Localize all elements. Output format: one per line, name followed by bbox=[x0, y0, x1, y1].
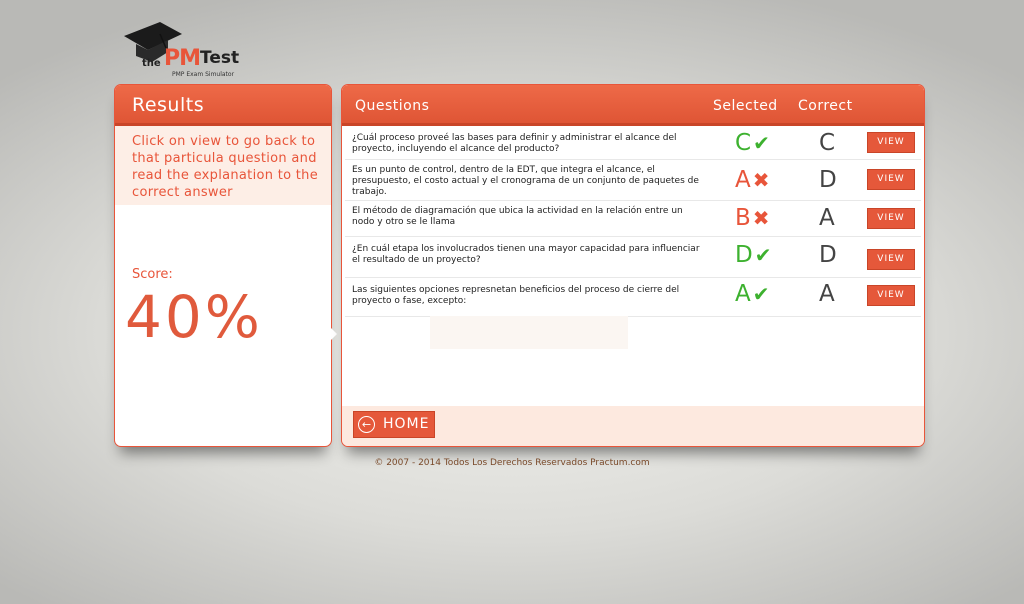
question-row bbox=[345, 126, 921, 160]
column-correct: Correct bbox=[798, 98, 853, 114]
logo-prefix: the bbox=[142, 58, 161, 69]
selected-answer bbox=[735, 168, 770, 192]
view-button[interactable]: VIEW bbox=[867, 208, 915, 229]
question-row bbox=[345, 160, 921, 201]
panel-pointer bbox=[328, 325, 337, 343]
column-questions: Questions bbox=[355, 98, 430, 114]
question-text: Las siguientes opciones represnetan beneficios del proceso de cierre del proyecto o fase, excepto: bbox=[352, 285, 680, 306]
empty-placeholder bbox=[430, 316, 628, 349]
column-selected: Selected bbox=[713, 98, 778, 114]
view-button[interactable]: VIEW bbox=[867, 249, 915, 270]
logo-test: Test bbox=[200, 48, 240, 68]
check-icon: ✔ bbox=[754, 243, 772, 267]
question-text: ¿En cuál etapa los involucrados tienen una mayor capacidad para influenciar el resultado de un proyecto? bbox=[352, 244, 700, 265]
results-title: Results bbox=[115, 85, 331, 126]
check-icon: ✔ bbox=[753, 131, 770, 155]
selected-answer bbox=[735, 206, 770, 230]
selected-answer bbox=[735, 131, 770, 155]
back-arrow-icon: ← bbox=[358, 416, 375, 433]
home-label: HOME bbox=[383, 416, 430, 432]
selected-answer bbox=[735, 243, 771, 267]
score-label: Score: bbox=[132, 267, 173, 282]
questions-header bbox=[342, 85, 924, 126]
home-button[interactable] bbox=[353, 411, 435, 438]
score-value: 40% bbox=[125, 283, 263, 351]
questions-footer bbox=[342, 406, 924, 446]
selected-letter: B bbox=[735, 205, 751, 231]
question-row bbox=[345, 237, 921, 278]
check-icon: ✔ bbox=[752, 282, 770, 306]
question-row bbox=[345, 278, 921, 317]
correct-answer: A bbox=[819, 281, 835, 307]
questions-panel bbox=[341, 84, 925, 447]
logo-pm: PM bbox=[164, 46, 201, 71]
view-button[interactable]: VIEW bbox=[867, 132, 915, 153]
correct-answer: A bbox=[819, 205, 835, 231]
results-panel bbox=[114, 84, 332, 447]
question-list bbox=[345, 126, 921, 317]
copyright: © 2007 - 2014 Todos Los Derechos Reservados Practum.com bbox=[374, 458, 650, 468]
correct-answer: D bbox=[819, 242, 837, 268]
question-text: El método de diagramación que ubica la actividad en la relación entre un nodo y otro se le llama bbox=[352, 206, 683, 227]
question-text: Es un punto de control, dentro de la EDT, que integra el alcance, el presupuesto, el costo actual y el cronograma de un conjunto de paquetes de trabajo. bbox=[352, 165, 699, 197]
selected-letter: C bbox=[735, 130, 752, 156]
cross-icon: ✖ bbox=[752, 168, 770, 192]
selected-answer bbox=[735, 282, 770, 306]
selected-letter: A bbox=[735, 281, 751, 307]
selected-letter: A bbox=[735, 167, 751, 193]
correct-answer: D bbox=[819, 167, 837, 193]
view-button[interactable]: VIEW bbox=[867, 169, 915, 190]
results-instruction: Click on view to go back to that particula question and read the explanation to the correct answer bbox=[115, 126, 331, 205]
question-row bbox=[345, 201, 921, 237]
logo-tagline: PMP Exam Simulator bbox=[172, 71, 235, 78]
selected-letter: D bbox=[735, 242, 753, 268]
correct-answer: C bbox=[819, 130, 836, 156]
pmtest-logo bbox=[122, 18, 252, 80]
view-button[interactable]: VIEW bbox=[867, 285, 915, 306]
cross-icon: ✖ bbox=[752, 206, 770, 230]
question-text: ¿Cuál proceso proveé las bases para definir y administrar el alcance del proyecto, incluyendo el alcance del producto? bbox=[352, 133, 677, 154]
